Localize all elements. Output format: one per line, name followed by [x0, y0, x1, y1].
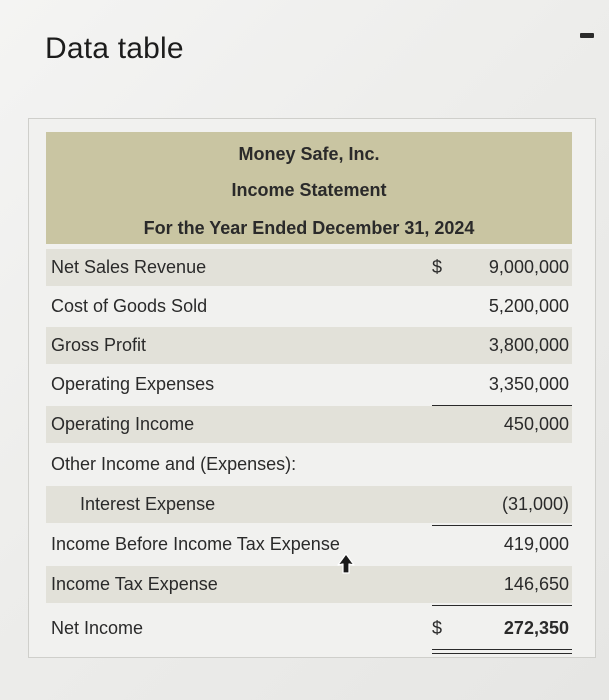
- table-row-net-sales-revenue: [46, 249, 572, 286]
- row-value: 5,200,000: [488, 296, 569, 316]
- row-value: 9,000,000: [488, 257, 569, 277]
- table-row-net-income: [46, 610, 572, 647]
- row-label: Interest Expense: [80, 494, 216, 514]
- row-label: Operating Expenses: [51, 374, 215, 394]
- row-value: 450,000: [503, 414, 569, 434]
- row-value: 419,000: [503, 534, 569, 554]
- mouse-pointer-icon: [336, 553, 356, 577]
- table-row-interest-expense: [46, 486, 572, 523]
- row-label: Operating Income: [51, 414, 195, 434]
- row-value: 146,650: [503, 574, 569, 594]
- statement-period: For the Year Ended December 31, 2024: [143, 218, 475, 238]
- row-value: 3,350,000: [488, 374, 569, 394]
- row-label: Net Sales Revenue: [51, 257, 207, 277]
- row-label: Other Income and (Expenses):: [51, 454, 297, 474]
- row-value: 272,350: [503, 618, 569, 638]
- dollar-sign: $: [432, 618, 443, 638]
- row-label: Income Tax Expense: [51, 574, 218, 594]
- row-label: Net Income: [51, 618, 144, 638]
- table-row-cost-of-goods-sold: [46, 288, 572, 325]
- table-row-gross-profit: [46, 327, 572, 364]
- row-value: (31,000): [501, 494, 569, 514]
- minimize-icon[interactable]: [580, 33, 594, 38]
- statement-title: Income Statement: [231, 180, 387, 200]
- table-row-operating-expenses: [46, 366, 572, 403]
- table-row-income-before-tax: [46, 526, 572, 563]
- subtotal-rule: [432, 605, 572, 606]
- row-label: Gross Profit: [51, 335, 147, 355]
- row-label: Income Before Income Tax Expense: [51, 534, 340, 554]
- table-row-income-tax-expense: [46, 566, 572, 603]
- total-double-rule: [432, 649, 572, 654]
- dollar-sign: $: [432, 257, 443, 277]
- company-name: Money Safe, Inc.: [238, 144, 380, 164]
- statement-header: [46, 132, 572, 244]
- row-value: 3,800,000: [488, 335, 569, 355]
- table-row-operating-income: [46, 406, 572, 443]
- row-label: Cost of Goods Sold: [51, 296, 208, 316]
- dialog-title: Data table: [45, 32, 184, 65]
- table-row-other-income-expenses: [46, 446, 572, 483]
